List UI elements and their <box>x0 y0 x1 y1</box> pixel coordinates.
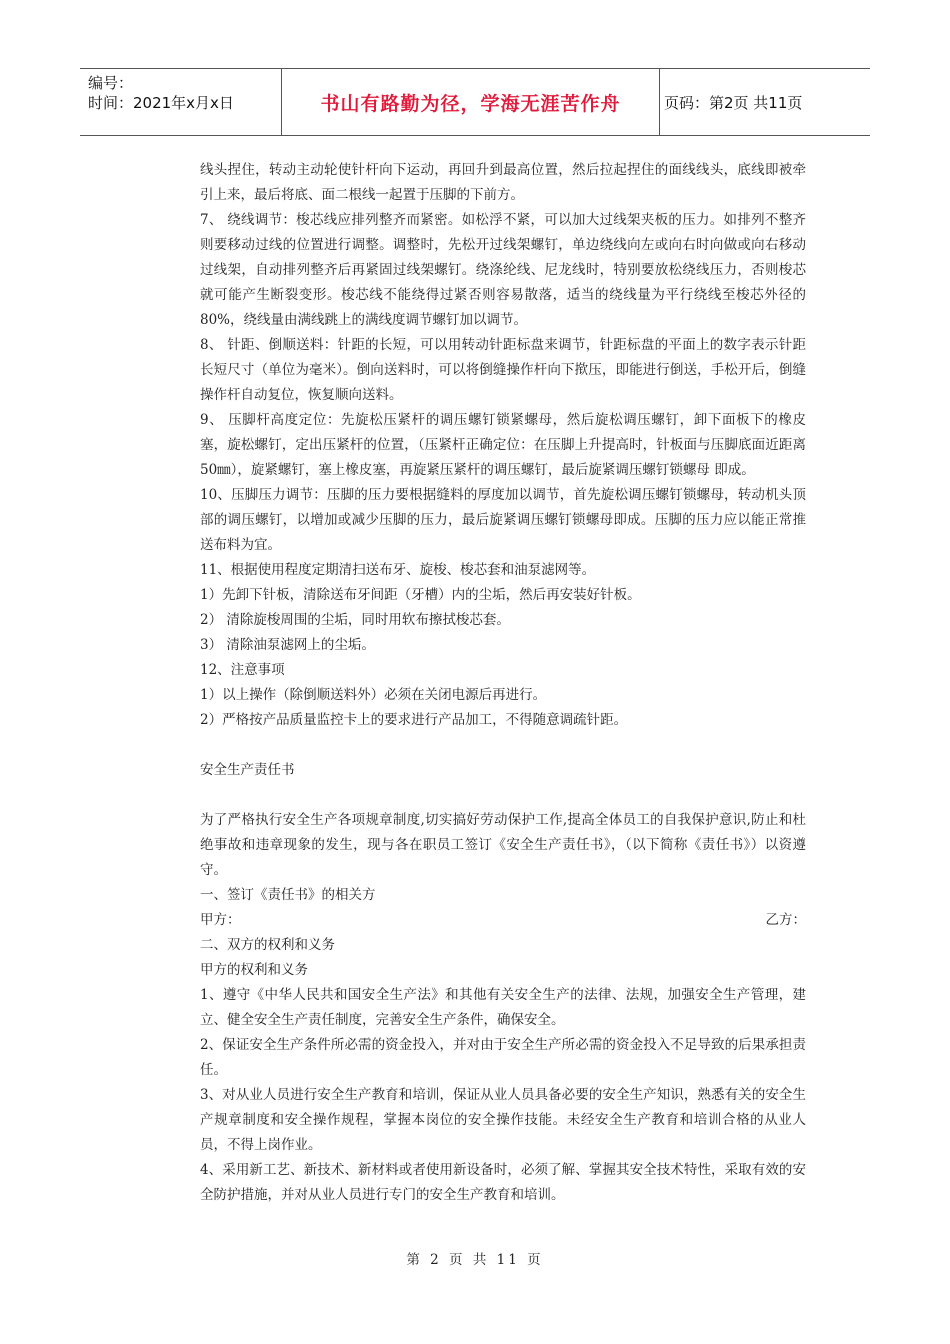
paragraph: 9、 压脚杆高度定位：先旋松压紧杆的调压螺钉锁紧螺母，然后旋松调压螺钉，卸下面板下的橡皮塞，旋松螺钉，定出压紧杆的位置，（压紧杆正确定位：在压脚上升提高时，针板面与压脚底面近距离50㎜），旋紧螺钉，塞上橡皮塞，再旋紧压紧杆的调压螺钉，最后旋紧调压螺钉锁螺母 即成。 <box>200 412 806 478</box>
intro-paragraph: 为了严格执行安全生产各项规章制度,切实搞好劳动保护工作,提高全体员工的自我保护意识,防止和杜绝事故和违章现象的发生，现与各在职员工签订《安全生产责任书》，（以下简称《责任书》）以资遵守。 <box>200 812 806 878</box>
paragraph: 8、 针距、倒顺送料：针距的长短，可以用转动针距标盘来调节，针距标盘的平面上的数字表示针距长短尺寸（单位为毫米）。倒向送料时，可以将倒缝操作杆向下揿压，即能进行倒送，手松开后，倒缝操作杆自动复位，恢复顺向送料。 <box>200 337 806 403</box>
page-header <box>80 68 870 136</box>
paragraph: 1）先卸下针板，清除送布牙间距（牙槽）内的尘垢，然后再安装好针板。 <box>200 587 641 603</box>
paragraph: 1）以上操作（除倒顺送料外）必须在关闭电源后再进行。 <box>200 687 547 703</box>
duty-item: 3、对从业人员进行安全生产教育和培训，保证从业人员具备必要的安全生产知识，熟悉有关的安全生产规章制度和安全操作规程，掌握本岗位的安全操作技能。未经安全生产教育和培训合格的从业人员，不得上岗作业。 <box>200 1087 806 1153</box>
paragraph: 11、根据使用程度定期清扫送布牙、旋梭、梭芯套和油泵滤网等。 <box>200 562 596 578</box>
document-body <box>200 158 806 1208</box>
item-two-heading: 二、双方的权利和义务 <box>200 937 335 953</box>
paragraph: 7、 绕线调节：梭芯线应排列整齐而紧密。如松浮不紧，可以加大过线架夹板的压力。如排列不整齐则要移动过线的位置进行调整。调整时，先松开过线架螺钉，单边绕线向左或向右时向做或向右移动过线架，自动排列整齐后再紧固过线架螺钉。绕涤纶线、尼龙线时，特别要放松绕线压力，否则梭芯就可能产生断裂变形。梭芯线不能绕得过紧否则容易散落，适当的绕线量为平行绕线至梭芯外径的80%，绕线量由满线跳上的满线度调节螺钉加以调节。 <box>200 212 806 328</box>
paragraph: 3） 清除油泵滤网上的尘垢。 <box>200 637 375 653</box>
page-footer: 第 2 页 共 11 页 <box>406 1252 544 1268</box>
section-title: 安全生产责任书 <box>200 762 295 778</box>
header-motto-cell <box>281 69 660 135</box>
paragraph: 2）严格按产品质量监控卡上的要求进行产品加工，不得随意调疏针距。 <box>200 712 628 728</box>
header-meta <box>80 69 280 135</box>
paragraph: 线头捏住，转动主动轮使针杆向下运动，再回升到最高位置，然后拉起捏住的面线线头，底线即被牵引上来，最后将底、面二根线一起置于压脚的下前方。 <box>200 162 806 203</box>
item-one-heading: 一、签订《责任书》的相关方 <box>200 887 376 903</box>
paragraph: 12、注意事项 <box>200 662 285 678</box>
spacer <box>200 783 806 808</box>
paragraph: 2） 清除旋梭周围的尘垢，同时用软布擦拭梭芯套。 <box>200 612 510 628</box>
spacer <box>200 733 806 758</box>
page-info-text: 页码：第2页 共11页 <box>664 93 803 112</box>
party-b-label: 乙方： <box>765 912 806 928</box>
document-number-label: 编号： <box>88 74 134 92</box>
duty-item: 4、采用新工艺、新技术、新材料或者使用新设备时，必须了解、掌握其安全技术特性，采取有效的安全防护措施，并对从业人员进行专门的安全生产教育和培训。 <box>200 1162 806 1203</box>
parties-row <box>200 908 806 933</box>
motto-text: 书山有路勤为径，学海无涯苦作舟 <box>320 92 621 115</box>
rights-heading: 甲方的权利和义务 <box>200 962 308 978</box>
party-a-label: 甲方： <box>200 912 241 928</box>
duty-item: 2、保证安全生产条件所必需的资金投入，并对由于安全生产所必需的资金投入不足导致的后果承担责任。 <box>200 1037 806 1078</box>
header-page-info <box>664 69 870 135</box>
document-date: 时间：2021年x月x日 <box>88 94 234 112</box>
duty-item: 1、遵守《中华人民共和国安全生产法》和其他有关安全生产的法律、法规，加强安全生产管理，建立、健全安全生产责任制度，完善安全生产条件，确保安全。 <box>200 987 806 1028</box>
paragraph: 10、压脚压力调节：压脚的压力要根据缝料的厚度加以调节，首先旋松调压螺钉锁螺母，转动机头顶部的调压螺钉，以增加或减少压脚的压力，最后旋紧调压螺钉锁螺母即成。压脚的压力应以能正常推送布料为宜。 <box>200 487 806 553</box>
